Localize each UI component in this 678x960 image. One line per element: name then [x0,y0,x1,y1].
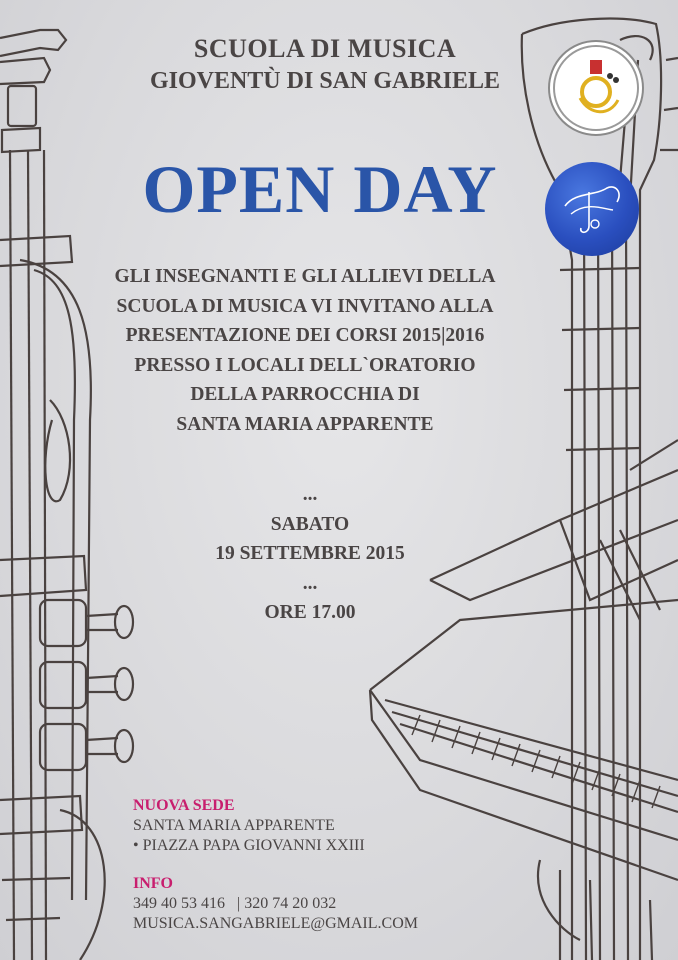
band-logo-icon [550,42,642,134]
separator: ... [302,484,318,505]
event-details [110,480,510,628]
invitation-line: SANTA MARIA APPARENTE [176,413,434,435]
school-name-line1: SCUOLA DI MUSICA [193,34,457,63]
music-logo [545,162,639,256]
invitation-line: GLI INSEGNANTI E GLI ALLIEVI DELLA [114,266,496,287]
contact-info [133,874,418,934]
contact-phones: 349 40 53 416 | 320 74 20 032 [133,895,337,912]
event-day: SABATO [270,513,350,535]
contact-label: INFO [133,875,173,892]
guitar-illustration [522,19,678,960]
invitation-text [75,262,535,439]
separator: ... [302,572,318,594]
venue-label: NUOVA SEDE [133,797,235,814]
invitation-line: SCUOLA DI MUSICA VI INVITANO ALLA [116,295,494,317]
invitation-line: PRESSO I LOCALI DELL`ORATORIO [134,354,476,376]
venue-info [133,796,365,856]
headline: OPEN DAY [142,151,498,227]
invitation-line: PRESENTAZIONE DEI CORSI 2015|2016 [125,325,485,346]
event-time: ORE 17.00 [264,602,356,623]
venue-line1: SANTA MARIA APPARENTE [133,817,335,834]
event-date: 19 SETTEMBRE 2015 [215,543,405,564]
school-name-line2: GIOVENTÙ DI SAN GABRIELE [149,68,501,94]
music-logo-icon [545,162,639,256]
invitation-line: DELLA PARROCCHIA DI [190,384,420,405]
contact-email[interactable]: MUSICA.SANGABRIELE@GMAIL.COM [133,915,418,932]
venue-line2: • PIAZZA PAPA GIOVANNI XXIII [133,837,365,854]
band-logo [548,40,644,136]
